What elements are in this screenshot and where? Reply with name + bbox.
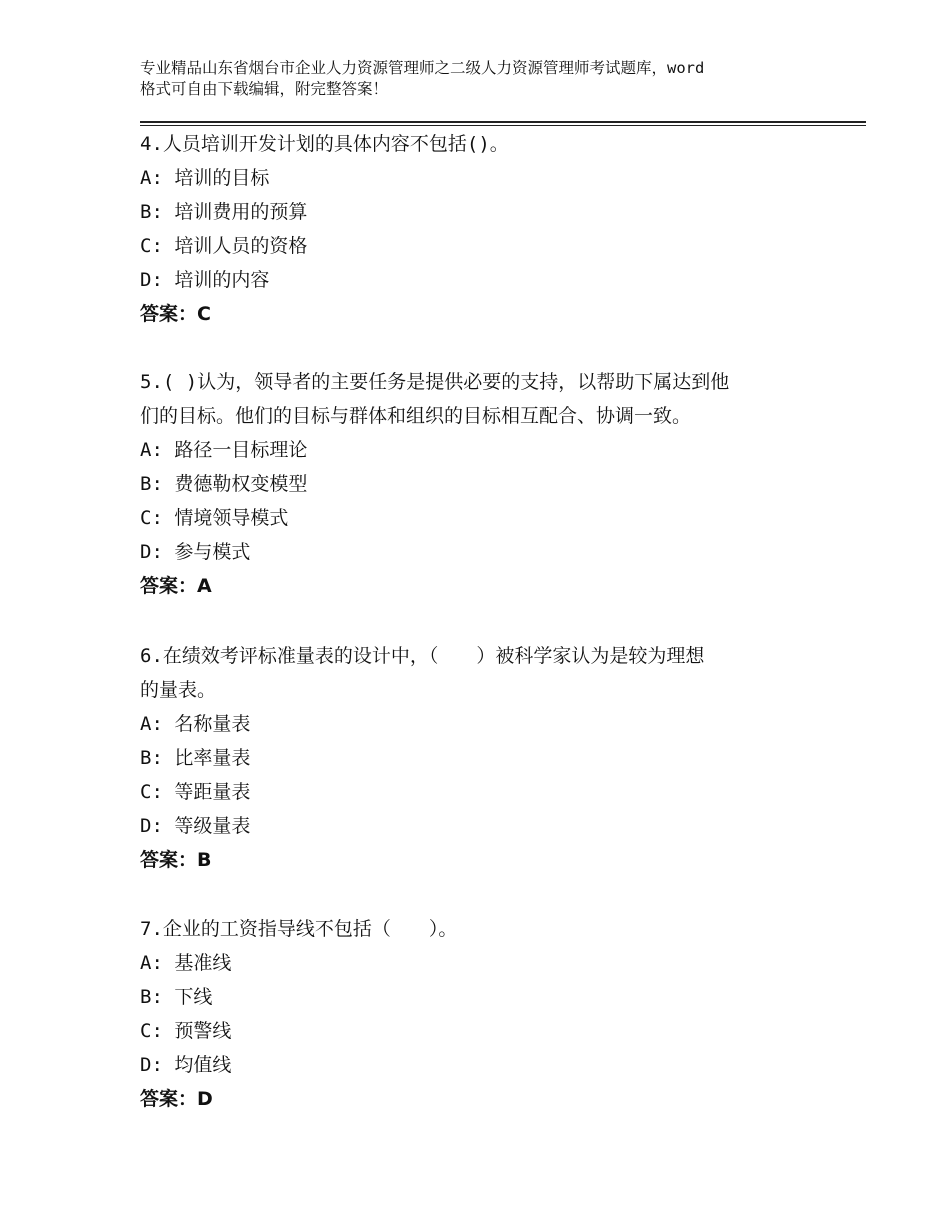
option-d: D: 培训的内容 (140, 269, 270, 291)
question-text: 4.人员培训开发计划的具体内容不包括()。 (140, 133, 509, 155)
question-6 (140, 639, 830, 877)
question-text-line-2: 们的目标。他们的目标与群体和组织的目标相互配合、协调一致。 (140, 405, 692, 427)
option-a: A: 基准线 (140, 952, 232, 974)
answer-value: A (197, 575, 212, 597)
option-a: A: 培训的目标 (140, 167, 270, 189)
option-a: A: 路径一目标理论 (140, 439, 308, 461)
question-5 (140, 365, 830, 603)
option-b: B: 比率量表 (140, 747, 251, 769)
option-c: C: 培训人员的资格 (140, 235, 308, 257)
option-b: B: 下线 (140, 986, 213, 1008)
question-4 (140, 127, 830, 331)
header-divider-thin (140, 125, 866, 126)
option-c: C: 等距量表 (140, 781, 251, 803)
answer-line (140, 569, 830, 603)
answer-value: B (197, 849, 212, 871)
option-d: D: 均值线 (140, 1054, 232, 1076)
document-header (140, 58, 830, 100)
answer-label: 答案： (140, 303, 198, 325)
header-title-line-1: 专业精品山东省烟台市企业人力资源管理师之二级人力资源管理师考试题库，word (140, 59, 705, 77)
option-c: C: 情境领导模式 (140, 507, 289, 529)
option-b: B: 费德勒权变模型 (140, 473, 308, 495)
question-7 (140, 912, 830, 1116)
header-divider-thick (140, 121, 866, 123)
question-text-line-1: 6.在绩效考评标准量表的设计中，（ ）被科学家认为是较为理想 (140, 645, 705, 667)
question-text-line-1: 5.( )认为，领导者的主要任务是提供必要的支持，以帮助下属达到他 (140, 371, 730, 393)
option-c: C: 预警线 (140, 1020, 232, 1042)
option-a: A: 名称量表 (140, 713, 251, 735)
answer-line (140, 297, 830, 331)
option-d: D: 等级量表 (140, 815, 251, 837)
answer-line (140, 1082, 830, 1116)
answer-label: 答案： (140, 575, 198, 597)
option-b: B: 培训费用的预算 (140, 201, 308, 223)
header-title-line-2: 格式可自由下载编辑，附完整答案！ (140, 80, 389, 98)
question-text: 7.企业的工资指导线不包括（ ）。 (140, 918, 458, 940)
answer-label: 答案： (140, 1088, 198, 1110)
answer-value: D (197, 1088, 213, 1110)
answer-line (140, 843, 830, 877)
answer-label: 答案： (140, 849, 198, 871)
option-d: D: 参与模式 (140, 541, 251, 563)
answer-value: C (197, 303, 211, 325)
question-text-line-2: 的量表。 (140, 679, 217, 701)
